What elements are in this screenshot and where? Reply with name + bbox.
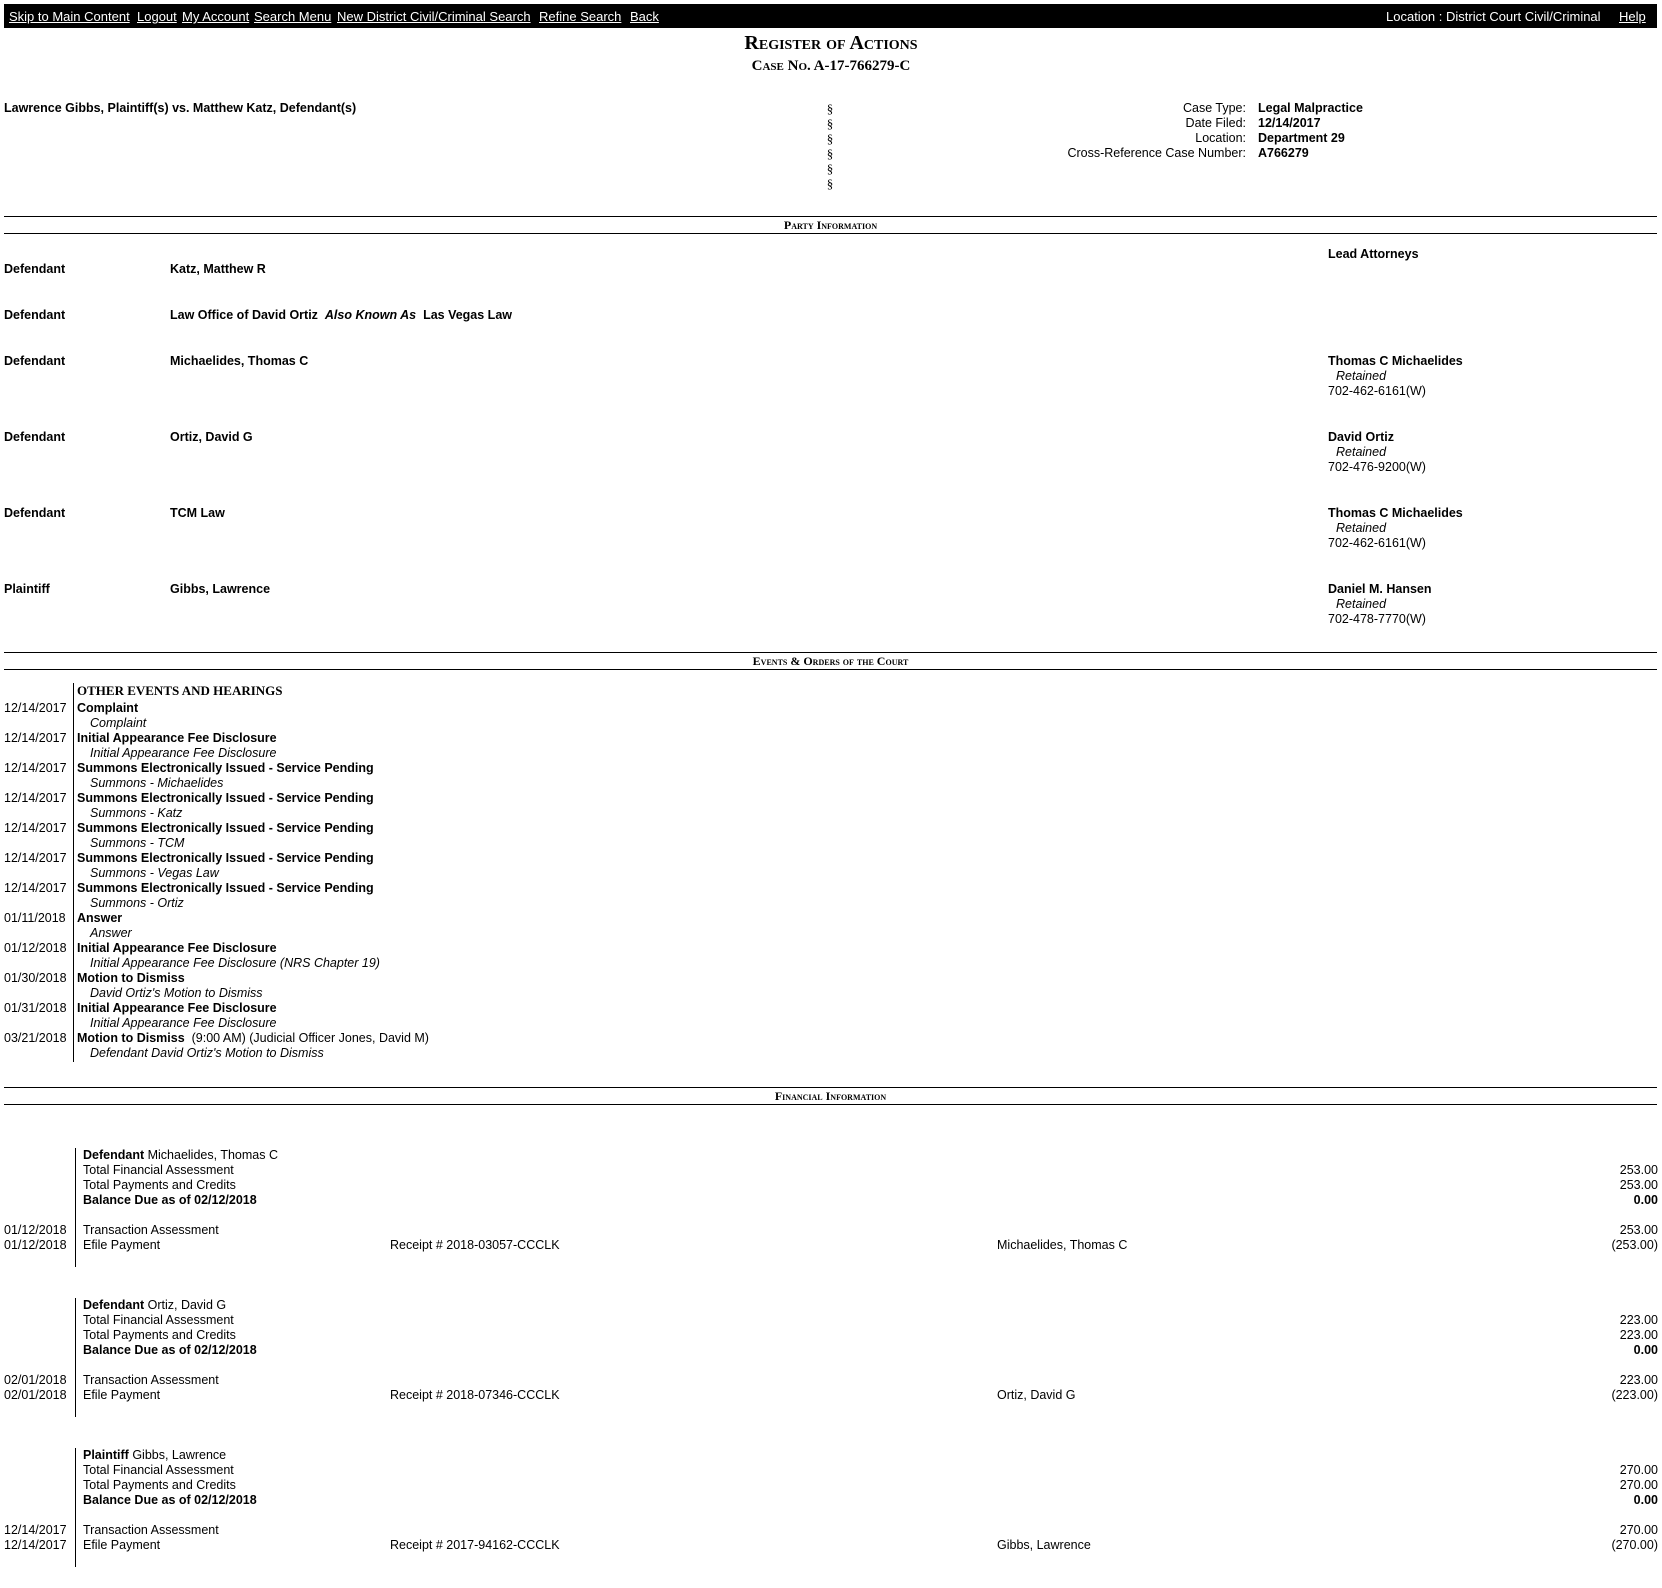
transaction-type: Efile Payment	[83, 1538, 161, 1552]
total-assessment-label: Total Financial Assessment	[83, 1463, 234, 1477]
event-date: 01/12/2018	[4, 941, 67, 955]
event-desc: Initial Appearance Fee Disclosure	[90, 746, 277, 760]
transaction-date: 12/14/2017	[4, 1523, 67, 1537]
events-subtitle: OTHER EVENTS AND HEARINGS	[77, 683, 283, 698]
divider	[4, 1104, 1657, 1105]
attorney-status: Retained	[1336, 597, 1387, 611]
event-date: 12/14/2017	[4, 701, 67, 715]
transaction-payor: Ortiz, David G	[997, 1388, 1076, 1402]
date-filed-value: 12/14/2017	[1258, 116, 1321, 130]
event-date: 01/31/2018	[4, 1001, 67, 1015]
attorney-phone: 702-462-6161(W)	[1328, 384, 1426, 398]
total-payments-label: Total Payments and Credits	[83, 1328, 236, 1342]
event-name[interactable]: Answer	[77, 911, 123, 925]
event-name[interactable]: Complaint	[77, 701, 139, 715]
total-assessment-label: Total Financial Assessment	[83, 1313, 234, 1327]
attorney-block	[1328, 430, 1426, 475]
total-assessment-value: 253.00	[1619, 1163, 1658, 1177]
case-style: Lawrence Gibbs, Plaintiff(s) vs. Matthew Katz, Defendant(s)	[4, 101, 357, 115]
transaction-amount: 223.00	[1619, 1373, 1658, 1387]
transaction-amount: (223.00)	[1611, 1388, 1658, 1402]
event-desc: Summons - Ortiz	[90, 896, 184, 910]
fin-party-name: Gibbs, Lawrence	[132, 1448, 227, 1462]
transaction-date: 01/12/2018	[4, 1223, 67, 1237]
event-desc: Complaint	[90, 716, 147, 730]
event-date: 12/14/2017	[4, 851, 67, 865]
attorney-phone: 702-476-9200(W)	[1328, 460, 1426, 474]
transaction-type: Transaction Assessment	[83, 1373, 219, 1387]
transaction-receipt: Receipt # 2018-03057-CCCLK	[390, 1238, 560, 1252]
attorney-status: Retained	[1336, 369, 1387, 383]
event-desc: Initial Appearance Fee Disclosure	[90, 1016, 277, 1030]
fin-party-role: Defendant	[83, 1298, 145, 1312]
total-payments-value: 270.00	[1619, 1478, 1658, 1492]
fin-party	[83, 1298, 226, 1313]
event-date: 12/14/2017	[4, 791, 67, 805]
event-desc: Initial Appearance Fee Disclosure (NRS Chapter 19)	[90, 956, 380, 970]
balance-due-value: 0.00	[1633, 1493, 1658, 1507]
help-link[interactable]: Help	[1619, 9, 1646, 24]
case-type-value: Legal Malpractice	[1258, 101, 1363, 115]
party-name: Katz, Matthew R	[170, 262, 266, 276]
event-desc: Summons - Vegas Law	[90, 866, 219, 880]
fin-party	[83, 1148, 278, 1163]
event-name-line	[77, 1031, 429, 1046]
party-name	[170, 308, 512, 323]
divider	[4, 669, 1657, 670]
financial-block	[0, 1298, 1662, 1418]
party-role: Defendant	[4, 430, 66, 444]
event-desc: Summons - Katz	[90, 806, 183, 820]
event-date: 12/14/2017	[4, 761, 67, 775]
transaction-date: 02/01/2018	[4, 1373, 67, 1387]
financial-block	[0, 1448, 1662, 1568]
party-name: Gibbs, Lawrence	[170, 582, 271, 596]
fin-party-role: Plaintiff	[83, 1448, 129, 1462]
event-date: 12/14/2017	[4, 821, 67, 835]
page-title: Register of Actions	[744, 32, 918, 54]
transaction-payor: Michaelides, Thomas C	[997, 1238, 1128, 1252]
event-name[interactable]: Summons Electronically Issued - Service Pending	[77, 791, 374, 805]
transaction-type: Efile Payment	[83, 1388, 161, 1402]
event-date: 03/21/2018	[4, 1031, 67, 1045]
section-mark: §	[826, 116, 834, 131]
attorney-phone: 702-462-6161(W)	[1328, 536, 1426, 550]
party-name: Michaelides, Thomas C	[170, 354, 309, 368]
party-info-title: Party Information	[783, 218, 878, 232]
skip-to-main-link[interactable]: Skip to Main Content	[9, 9, 130, 24]
transaction-date: 02/01/2018	[4, 1388, 67, 1402]
event-desc: Answer	[90, 926, 132, 940]
event-desc: Defendant David Ortiz's Motion to Dismiss	[90, 1046, 324, 1060]
location-detail-label: Location:	[1195, 131, 1246, 145]
party-name-text: Law Office of David Ortiz	[170, 308, 318, 322]
divider	[4, 1087, 1657, 1088]
financial-block	[0, 1148, 1662, 1268]
location-label: Location : District Court Civil/Criminal	[1386, 9, 1601, 24]
divider	[4, 216, 1657, 217]
event-name[interactable]: Initial Appearance Fee Disclosure	[77, 1001, 277, 1015]
attorney-phone: 702-478-7770(W)	[1328, 612, 1426, 626]
my-account-link[interactable]: My Account	[182, 9, 250, 24]
event-name[interactable]: Motion to Dismiss	[77, 1031, 185, 1045]
section-marks	[824, 101, 836, 191]
total-assessment-label: Total Financial Assessment	[83, 1163, 234, 1177]
party-role: Defendant	[4, 354, 66, 368]
balance-due-label: Balance Due as of 02/12/2018	[83, 1193, 257, 1207]
attorney-name: David Ortiz	[1328, 430, 1394, 444]
transaction-amount: 270.00	[1619, 1523, 1658, 1537]
event-name[interactable]: Summons Electronically Issued - Service Pending	[77, 881, 374, 895]
event-name[interactable]: Summons Electronically Issued - Service Pending	[77, 821, 374, 835]
party-role: Defendant	[4, 308, 66, 322]
event-name[interactable]: Initial Appearance Fee Disclosure	[77, 941, 277, 955]
attorney-block	[1328, 582, 1432, 627]
event-date: 01/11/2018	[4, 911, 66, 925]
balance-due-label: Balance Due as of 02/12/2018	[83, 1343, 257, 1357]
party-name: TCM Law	[170, 506, 225, 520]
event-date: 12/14/2017	[4, 881, 67, 895]
attorney-block	[1328, 506, 1463, 551]
event-date: 12/14/2017	[4, 731, 67, 745]
transaction-amount: (270.00)	[1611, 1538, 1658, 1552]
attorney-name: Thomas C Michaelides	[1328, 354, 1463, 368]
transaction-receipt: Receipt # 2017-94162-CCCLK	[390, 1538, 560, 1552]
total-payments-value: 253.00	[1619, 1178, 1658, 1192]
balance-due-value: 0.00	[1633, 1193, 1658, 1207]
attorney-name: Daniel M. Hansen	[1328, 582, 1432, 596]
new-search-link[interactable]: New District Civil/Criminal Search	[337, 9, 531, 24]
event-desc: David Ortiz's Motion to Dismiss	[90, 986, 263, 1000]
financial-divider-line	[75, 1148, 76, 1267]
financial-title: Financial Information	[774, 1089, 887, 1103]
event-date: 01/30/2018	[4, 971, 67, 985]
transaction-amount: 253.00	[1619, 1223, 1658, 1237]
party-role: Plaintiff	[4, 582, 50, 596]
divider	[4, 233, 1657, 234]
party-name: Ortiz, David G	[170, 430, 253, 444]
total-payments-value: 223.00	[1619, 1328, 1658, 1342]
transaction-date: 12/14/2017	[4, 1538, 67, 1552]
location-detail-value: Department 29	[1258, 131, 1345, 145]
cross-reference-value: A766279	[1258, 146, 1309, 160]
section-mark: §	[826, 161, 834, 176]
search-menu-link[interactable]: Search Menu	[254, 9, 332, 24]
transaction-type: Efile Payment	[83, 1238, 161, 1252]
section-mark: §	[826, 101, 834, 116]
balance-due-value: 0.00	[1633, 1343, 1658, 1357]
case-details	[1000, 101, 1363, 161]
event-desc: Summons - Michaelides	[90, 776, 224, 790]
event-desc: Summons - TCM	[90, 836, 185, 850]
financial-divider-line	[75, 1448, 76, 1567]
transaction-type: Transaction Assessment	[83, 1523, 219, 1537]
fin-party-name: Michaelides, Thomas C	[147, 1148, 278, 1162]
attorney-status: Retained	[1336, 445, 1387, 459]
attorney-block	[1328, 354, 1463, 399]
balance-due-label: Balance Due as of 02/12/2018	[83, 1493, 257, 1507]
event-name[interactable]: Motion to Dismiss	[77, 971, 185, 985]
attorney-status: Retained	[1336, 521, 1387, 535]
section-mark: §	[826, 146, 834, 161]
transaction-type: Transaction Assessment	[83, 1223, 219, 1237]
refine-search-link[interactable]: Refine Search	[539, 9, 622, 24]
logout-link[interactable]: Logout	[137, 9, 177, 24]
event-name[interactable]: Summons Electronically Issued - Service Pending	[77, 761, 374, 775]
cross-reference-label: Cross-Reference Case Number:	[1067, 146, 1246, 160]
aka-label: Also Known As	[324, 308, 417, 322]
attorney-name: Thomas C Michaelides	[1328, 506, 1463, 520]
transaction-amount: (253.00)	[1611, 1238, 1658, 1252]
event-name[interactable]: Summons Electronically Issued - Service Pending	[77, 851, 374, 865]
total-assessment-value: 223.00	[1619, 1313, 1658, 1327]
total-assessment-value: 270.00	[1619, 1463, 1658, 1477]
divider	[4, 652, 1657, 653]
party-role: Defendant	[4, 262, 66, 276]
section-mark: §	[826, 131, 834, 146]
total-payments-label: Total Payments and Credits	[83, 1478, 236, 1492]
events-title: Events & Orders of the Court	[752, 654, 909, 668]
top-nav-bar	[4, 4, 1657, 28]
section-mark: §	[826, 176, 834, 191]
transaction-receipt: Receipt # 2018-07346-CCCLK	[390, 1388, 560, 1402]
date-filed-label: Date Filed:	[1185, 116, 1246, 130]
fin-party-name: Ortiz, David G	[147, 1298, 227, 1312]
lead-attorneys-label: Lead Attorneys	[1328, 247, 1419, 261]
case-number: Case No. A-17-766279-C	[751, 58, 911, 74]
fin-party-role: Defendant	[83, 1148, 145, 1162]
case-type-label: Case Type:	[1182, 101, 1246, 115]
back-link[interactable]: Back	[630, 9, 659, 24]
aka-value: Las Vegas Law	[423, 308, 512, 322]
events-divider-line	[73, 683, 74, 1062]
transaction-date: 01/12/2018	[4, 1238, 67, 1252]
event-name[interactable]: Initial Appearance Fee Disclosure	[77, 731, 277, 745]
party-role: Defendant	[4, 506, 66, 520]
financial-divider-line	[75, 1298, 76, 1417]
fin-party	[83, 1448, 226, 1463]
transaction-payor: Gibbs, Lawrence	[997, 1538, 1091, 1552]
total-payments-label: Total Payments and Credits	[83, 1178, 236, 1192]
event-extra: (9:00 AM) (Judicial Officer Jones, David M)	[191, 1031, 429, 1045]
